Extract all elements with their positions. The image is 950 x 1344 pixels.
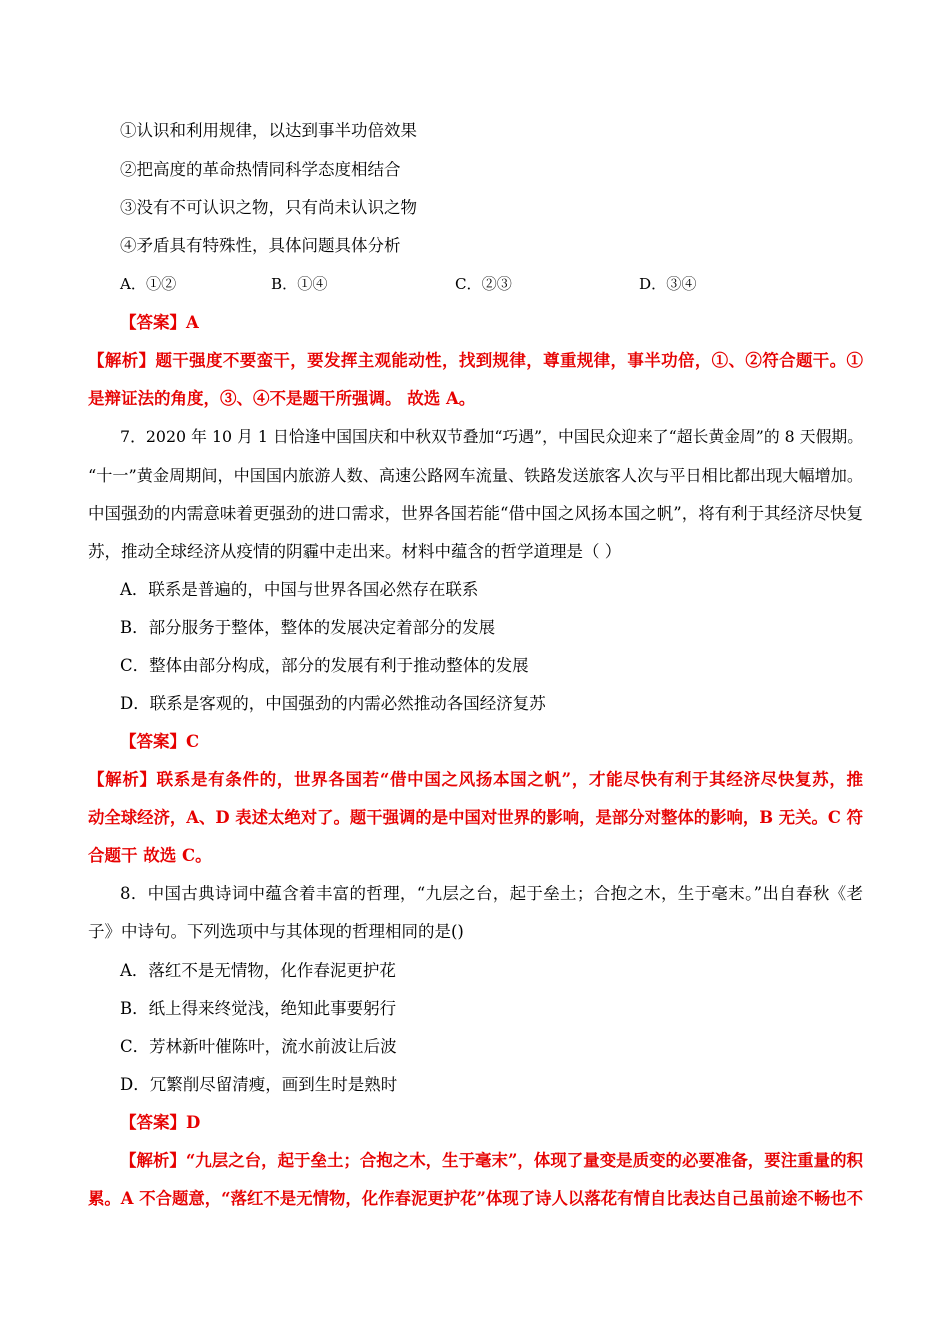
q7-option-b: B．部分服务于整体，整体的发展决定着部分的发展: [120, 618, 496, 637]
q7-analysis-text-1: 联系是有条件的，世界各国若“借中国之风扬本国之帆”，才能尽快有利于其经济尽快复苏，推: [156, 770, 864, 789]
q6-option-b: B．①④: [271, 275, 328, 293]
q8-analysis-line-2: 累。A 不合题意，“落红不是无情物，化作春泥更护花”体现了诗人以落花有情自比表达自己虽前途不畅也不: [88, 1189, 863, 1208]
q7-analysis-line-1: [88, 769, 863, 791]
q6-analysis-tag: 【解析】: [88, 351, 156, 370]
q6-item-2: ②把高度的革命热情同科学态度相结合: [120, 160, 401, 179]
q8-stem-line-2: 子》中诗句。下列选项中与其体现的哲理相同的是(): [88, 922, 464, 941]
q7-analysis-line-2: 动全球经济，A、D 表述太绝对了。题干强调的是中国对世界的影响，是部分对整体的影响，B 无关。C 符: [88, 808, 863, 827]
q8-option-a: A．落红不是无情物，化作春泥更护花: [120, 961, 396, 980]
q7-analysis-tag: 【解析】: [88, 770, 157, 789]
q6-item-1: ①认识和利用规律，以达到事半功倍效果: [120, 121, 417, 140]
q7-analysis-line-3: 合题干 故选 C。: [88, 846, 212, 865]
q8-analysis-text-1: “九层之台，起于垒土；合抱之木，生于毫末”，体现了量变是质变的必要准备，要注重量的积: [185, 1151, 863, 1170]
q7-answer: 【答案】C: [120, 732, 200, 751]
q6-analysis-line-2: 是辩证法的角度，③、④不是题干所强调。 故选 A。: [88, 389, 476, 408]
q7-option-c: C．整体由部分构成，部分的发展有利于推动整体的发展: [120, 656, 529, 675]
q8-answer: 【答案】D: [120, 1113, 201, 1132]
q6-analysis-text-1: 题干强度不要蛮干，要发挥主观能动性，找到规律，尊重规律，事半功倍，①、②符合题干。①: [155, 351, 864, 370]
q6-item-3: ③没有不可认识之物，只有尚未认识之物: [120, 198, 417, 217]
q6-option-a: A．①②: [120, 275, 177, 293]
q7-option-a: A．联系是普遍的，中国与世界各国必然存在联系: [120, 580, 479, 599]
q6-option-c: C．②③: [455, 275, 512, 293]
q8-stem-line-1: 8．中国古典诗词中蕴含着丰富的哲理，“九层之台，起于垒土；合抱之木，生于毫末。”出自春秋《老: [120, 884, 863, 903]
q6-option-d: D．③④: [639, 275, 697, 293]
q7-stem-line-3: 中国强劲的内需意味着更强劲的进口需求，世界各国若能“借中国之风扬本国之帆”，将有利于其经济尽快复: [88, 504, 863, 523]
q6-answer: 【答案】A: [120, 313, 199, 332]
q7-stem-line-1: 7．2020 年 10 月 1 日恰逢中国国庆和中秋双节叠加“巧遇”，中国民众迎来了“超长黄金周”的 8 天假期。: [120, 427, 863, 446]
q8-option-b: B．纸上得来终觉浅，绝知此事要躬行: [120, 999, 397, 1018]
q8-analysis-line-1: [120, 1150, 863, 1172]
q8-option-d: D．冗繁削尽留清瘦，画到生时是熟时: [120, 1075, 398, 1094]
q8-option-c: C．芳林新叶催陈叶，流水前波让后波: [120, 1037, 397, 1056]
q7-stem-line-4: 苏，推动全球经济从疫情的阴霾中走出来。材料中蕴含的哲学道理是（ ）: [88, 542, 622, 561]
q6-item-4: ④矛盾具有特殊性，具体问题具体分析: [120, 236, 401, 255]
q7-option-d: D．联系是客观的，中国强劲的内需必然推动各国经济复苏: [120, 694, 546, 713]
q7-stem-line-2: “十一”黄金周期间，中国国内旅游人数、高速公路网车流量、铁路发送旅客人次与平日相比都出现大幅增加。: [88, 466, 863, 485]
q8-analysis-tag: 【解析】: [120, 1151, 186, 1170]
q6-analysis-line-1: [88, 350, 863, 372]
